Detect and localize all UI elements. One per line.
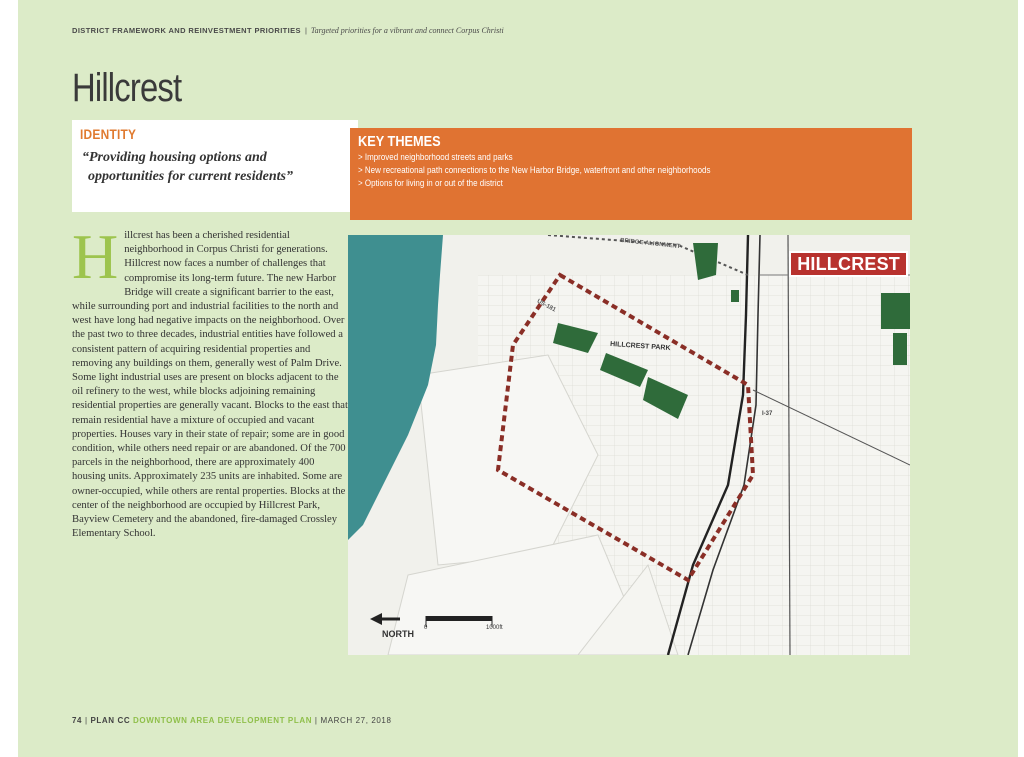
running-head (72, 26, 832, 35)
scale-bar (426, 616, 492, 621)
identity-quote-line2: opportunities for current residents” (88, 169, 293, 184)
north-label: NORTH (382, 629, 414, 639)
key-theme-item: > Options for living in or out of the district (358, 178, 503, 189)
identity-quote (82, 148, 350, 186)
scale-end-label: 1000ft (486, 625, 503, 631)
running-head-tagline: Targeted priorities for a vibrant and connect Corpus Christi (310, 26, 504, 35)
park-parcel (893, 333, 907, 365)
page-edge (0, 0, 18, 757)
page-number: 74 (72, 716, 83, 725)
footer-brand: PLAN CC (90, 716, 131, 725)
footer-date: MARCH 27, 2018 (320, 716, 392, 725)
identity-quote-line1: “Providing housing options and (82, 150, 267, 165)
map-canvas (348, 235, 910, 655)
page-footer (72, 716, 392, 725)
key-themes-box (350, 128, 912, 220)
map-badge-hillcrest: HILLCREST (789, 251, 908, 277)
key-theme-item: > New recreational path connections to the New Harbor Bridge, waterfront and other neighborhoods (358, 165, 711, 176)
scale-start-label: 0 (424, 625, 428, 631)
drop-cap: H (72, 221, 119, 292)
key-themes-list (358, 151, 904, 190)
park-parcel (881, 293, 910, 329)
key-themes-label: KEY THEMES (358, 133, 441, 150)
footer-separator: | (84, 716, 88, 725)
footer-plan-name: DOWNTOWN AREA DEVELOPMENT PLAN (133, 716, 313, 725)
park-label: HILLCREST PARK (609, 340, 671, 353)
footer-separator: | (314, 716, 318, 725)
highway-label: I-37 (762, 411, 773, 417)
body-paragraph: illcrest has been a cherished residential neighborhood in Corpus Christi for generations. Hillcrest now faces a number of challenges that compromise its long-term future. The new Harbor Bridge will create a significant barrier to the east, while surrounding port and industrial facilities to the north and west have long had negative impacts on the neighborhood. Over the past two to three decades, industrial entities have followed a consistent pattern of acquiring residential properties and removing any buildings on them, generally west of Palm Drive. Some light industrial uses are present on blocks adjacent to the oil refinery to the west, while blocks adjoining remaining residential properties are generally vacant. Blocks to the east that remain residential have a mixture of occupied and vacant properties. Houses vary in their state of repair; some are in good condition, while others need repair or are abandoned. Of the 700 parcels in the neighborhood, there are approximately 400 housing units. Approximately 235 units are inhabited. Some are owner-occupied, while others are rental properties. Blocks at the center of the neighborhood are occupied by Hillcrest Park, Bayview Cemetery and the abandoned, fire-damaged Crossley Elementary School. (72, 230, 348, 540)
key-theme-item: > Improved neighborhood streets and parks (358, 152, 513, 163)
identity-label: IDENTITY (80, 126, 137, 142)
page-title: Hillcrest (72, 66, 182, 110)
identity-box (72, 120, 358, 212)
running-head-separator: | (304, 26, 307, 35)
body-text (72, 221, 350, 541)
running-head-section: DISTRICT FRAMEWORK AND REINVESTMENT PRIORITIES (72, 26, 301, 35)
street-label: US-181 (535, 298, 557, 314)
neighborhood-map (348, 235, 910, 655)
bridge-alignment-label: BRIDGE ALIGNMENT (619, 237, 681, 251)
